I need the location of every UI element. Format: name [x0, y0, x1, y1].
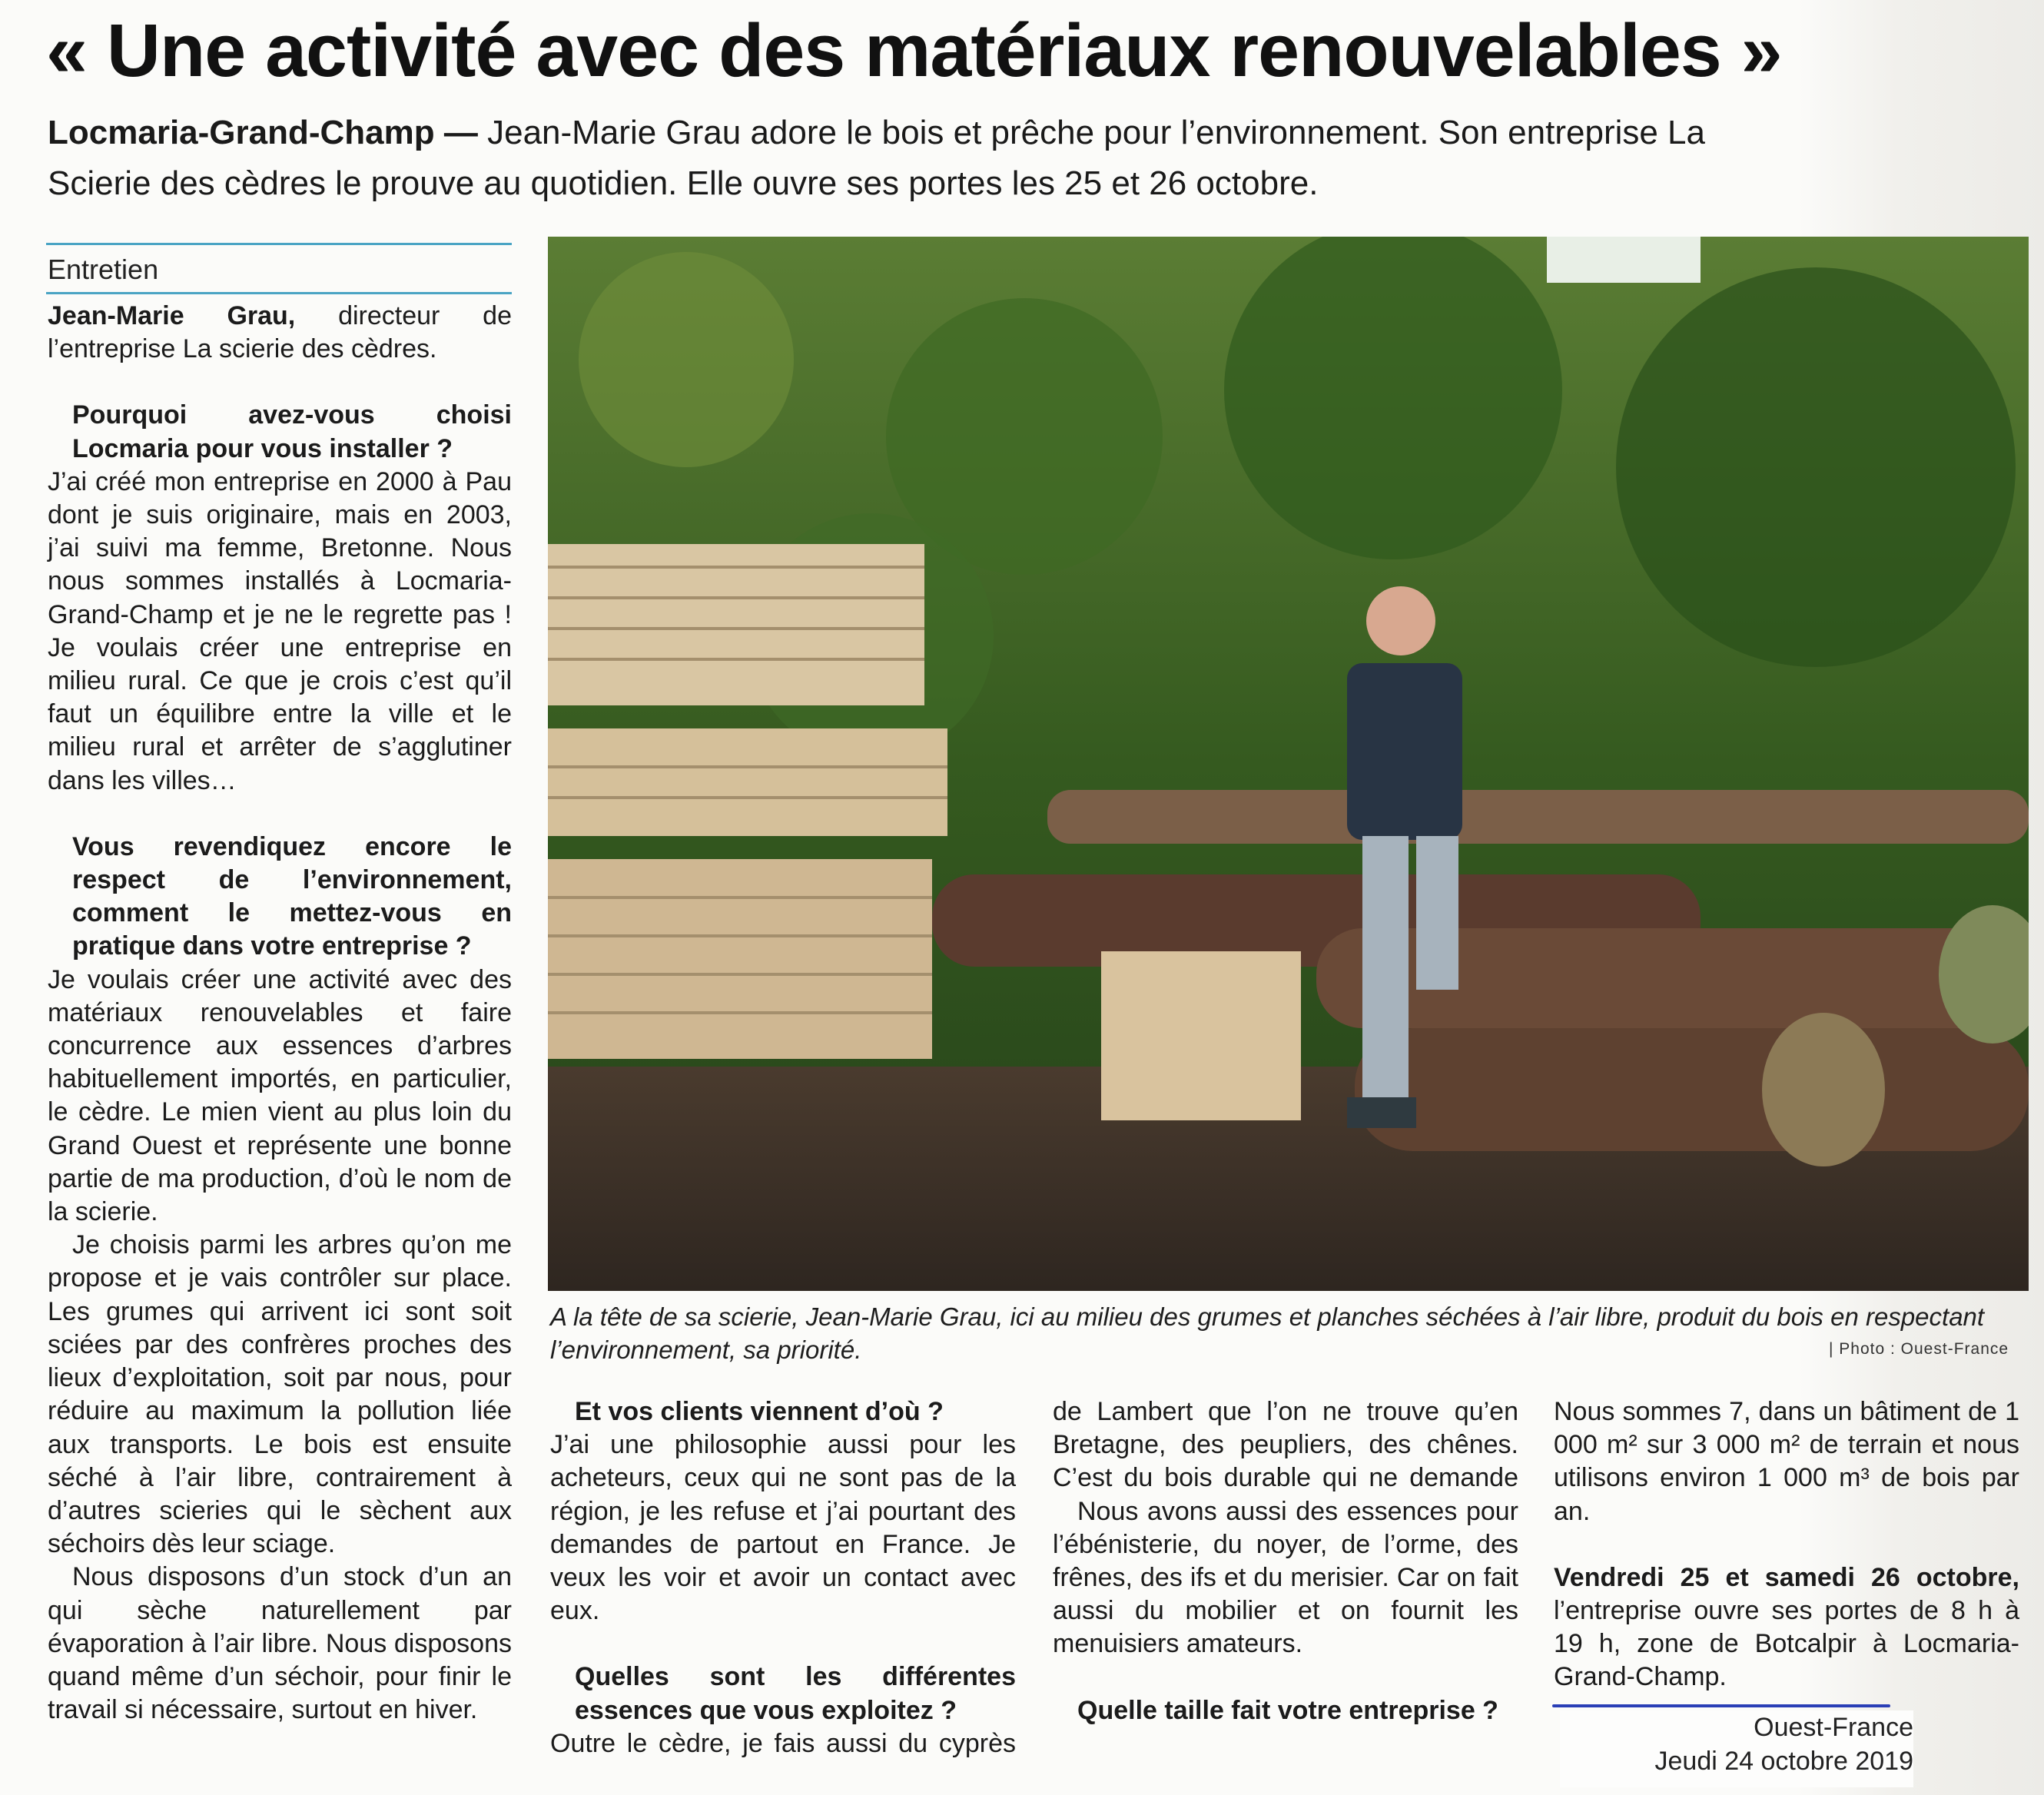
sawmill-photo-illustration: [548, 237, 2029, 1291]
source-box: [1560, 1710, 1913, 1787]
answer-4b: Nous avons aussi des essences pour l’ébénisterie, du noyer, de l’orme, des frênes, des ifs et du merisier. Car on fait aussi du mobilier et on fournit les menuisiers amateurs.: [1053, 1496, 1518, 1659]
lead-place: Locmaria-Grand-Champ —: [48, 114, 478, 151]
plank-stack: [548, 544, 947, 1059]
answer-2b: Je choisis parmi les arbres qu’on me propose et je vais contrôler sur place. Les grumes qui arrivent ici sont soit sciées par des confrères proches des lieux d’exploitation, soit par nous, pour réduire au maximum la pollution liée aux transports. Le bois est ensuite séché à l’air libre, contrairement à d’autres scieries qui le sèchent aux séchoirs dès leur sciage.: [48, 1230, 512, 1559]
answer-2c: Nous disposons d’un stock d’un an qui sèche naturellement par évaporation à l’air libre. Nous disposons quand même d’un séchoir, pour finir le travail si nécessaire, surtout en hiver.: [48, 1562, 512, 1725]
answer-5: Nous sommes 7, dans un bâtiment de 1 000 m² sur 3 000 m² de terrain et nous utilisons environ 1 000 m³ de bois par an.: [1554, 1397, 2019, 1526]
headline: « Une activité avec des matériaux renouvelables »: [46, 8, 1782, 92]
question-3: Et vos clients viennent d’où ?: [575, 1397, 944, 1426]
spacer: [1554, 1528, 2019, 1561]
column-1: [48, 300, 512, 1727]
question-4: Quelles sont les différentes essences que vous exploitez ?: [575, 1662, 1016, 1725]
intro: [48, 300, 512, 366]
photo-caption: A la tête de sa scierie, Jean-Marie Grau, ici au milieu des grumes et planches séchées à l’air libre, produit du bois en respectant l’environnement, sa priorité.: [550, 1302, 1985, 1364]
rubric-top-rule: [46, 243, 512, 245]
event-date: Vendredi 25 et samedi 26 octobre,: [1554, 1562, 2019, 1592]
question-1: Pourquoi avez-vous choisi Locmaria pour vous installer ?: [72, 400, 512, 463]
article-photo: [548, 237, 2029, 1291]
lead-text: Jean-Marie Grau adore le bois et prêche pour l’environnement. Son entreprise La Scierie des cèdres le prouve au quotidien. Elle ouvre ses portes les 25 et 26 octobre.: [48, 114, 1706, 202]
column-4: [1554, 1395, 2019, 1694]
event-text: l’entreprise ouvre ses portes de 8 h à 19 h, zone de Botcalpir à Locmaria-Grand-Champ.: [1554, 1596, 2019, 1692]
question-5: Quelle taille fait votre entreprise ?: [1077, 1695, 1498, 1725]
pen-mark: [1552, 1704, 1890, 1707]
answer-4a-tail: de Lambert que l’on ne trouve qu’en Bretagne, des peupliers, des chênes. C’est du bois durable qui ne demande: [1053, 1397, 1518, 1493]
rubric-label: Entretien: [48, 254, 159, 285]
answer-2a: Je voulais créer une activité avec des matériaux renouvelables et faire concurrence aux essences d’arbres habituellement importés, en particulier, le cèdre. Le mien vient au plus loin du Grand Ouest et représente une bonne partie de ma production, d’où le nom de la scierie.: [48, 964, 512, 1227]
source-name: Ouest-France: [1754, 1713, 1913, 1742]
intro-text: directeur de l’entreprise La scierie des cèdres.: [48, 301, 512, 364]
answer-1: J’ai créé mon entreprise en 2000 à Pau dont je suis originaire, mais en 2003, j’ai suivi ma femme, Bretonne. Nous nous sommes installés à Locmaria-Grand-Champ et je ne le regrette pas ! Je voulais créer une entreprise en milieu rural. Ce que je crois c’est qu’il faut un équilibre entre la ville et le milieu rural et arrêter de s’agglutiner dans les villes…: [48, 466, 512, 795]
intro-name: Jean-Marie Grau,: [48, 301, 296, 330]
column-3: [1053, 1395, 1518, 1727]
answer-4a-start: [550, 1727, 1016, 1760]
rubric-bottom-rule: [46, 292, 512, 294]
answer-3: J’ai une philosophie aussi pour les acheteurs, ceux qui ne sont pas de la région, je les refuse et j’ai pourtant des demandes de partout en France. Je veux les voir et avoir un contact avec eux.: [550, 1430, 1016, 1626]
event-info: [1554, 1561, 2019, 1694]
lead-paragraph: [48, 108, 1777, 209]
answer-4a-continued: [1053, 1395, 1518, 1495]
photo-credit: | Photo : Ouest-France: [1829, 1340, 2009, 1358]
question-2: Vous revendiquez encore le respect de l’environnement, comment le mettez-vous en pratique dans votre entreprise ?: [72, 831, 512, 961]
source-date: Jeudi 24 octobre 2019: [1654, 1747, 1913, 1776]
answer-4a: Outre le cèdre, je fais aussi du cyprès: [550, 1728, 1016, 1758]
column-2: [550, 1395, 1016, 1760]
